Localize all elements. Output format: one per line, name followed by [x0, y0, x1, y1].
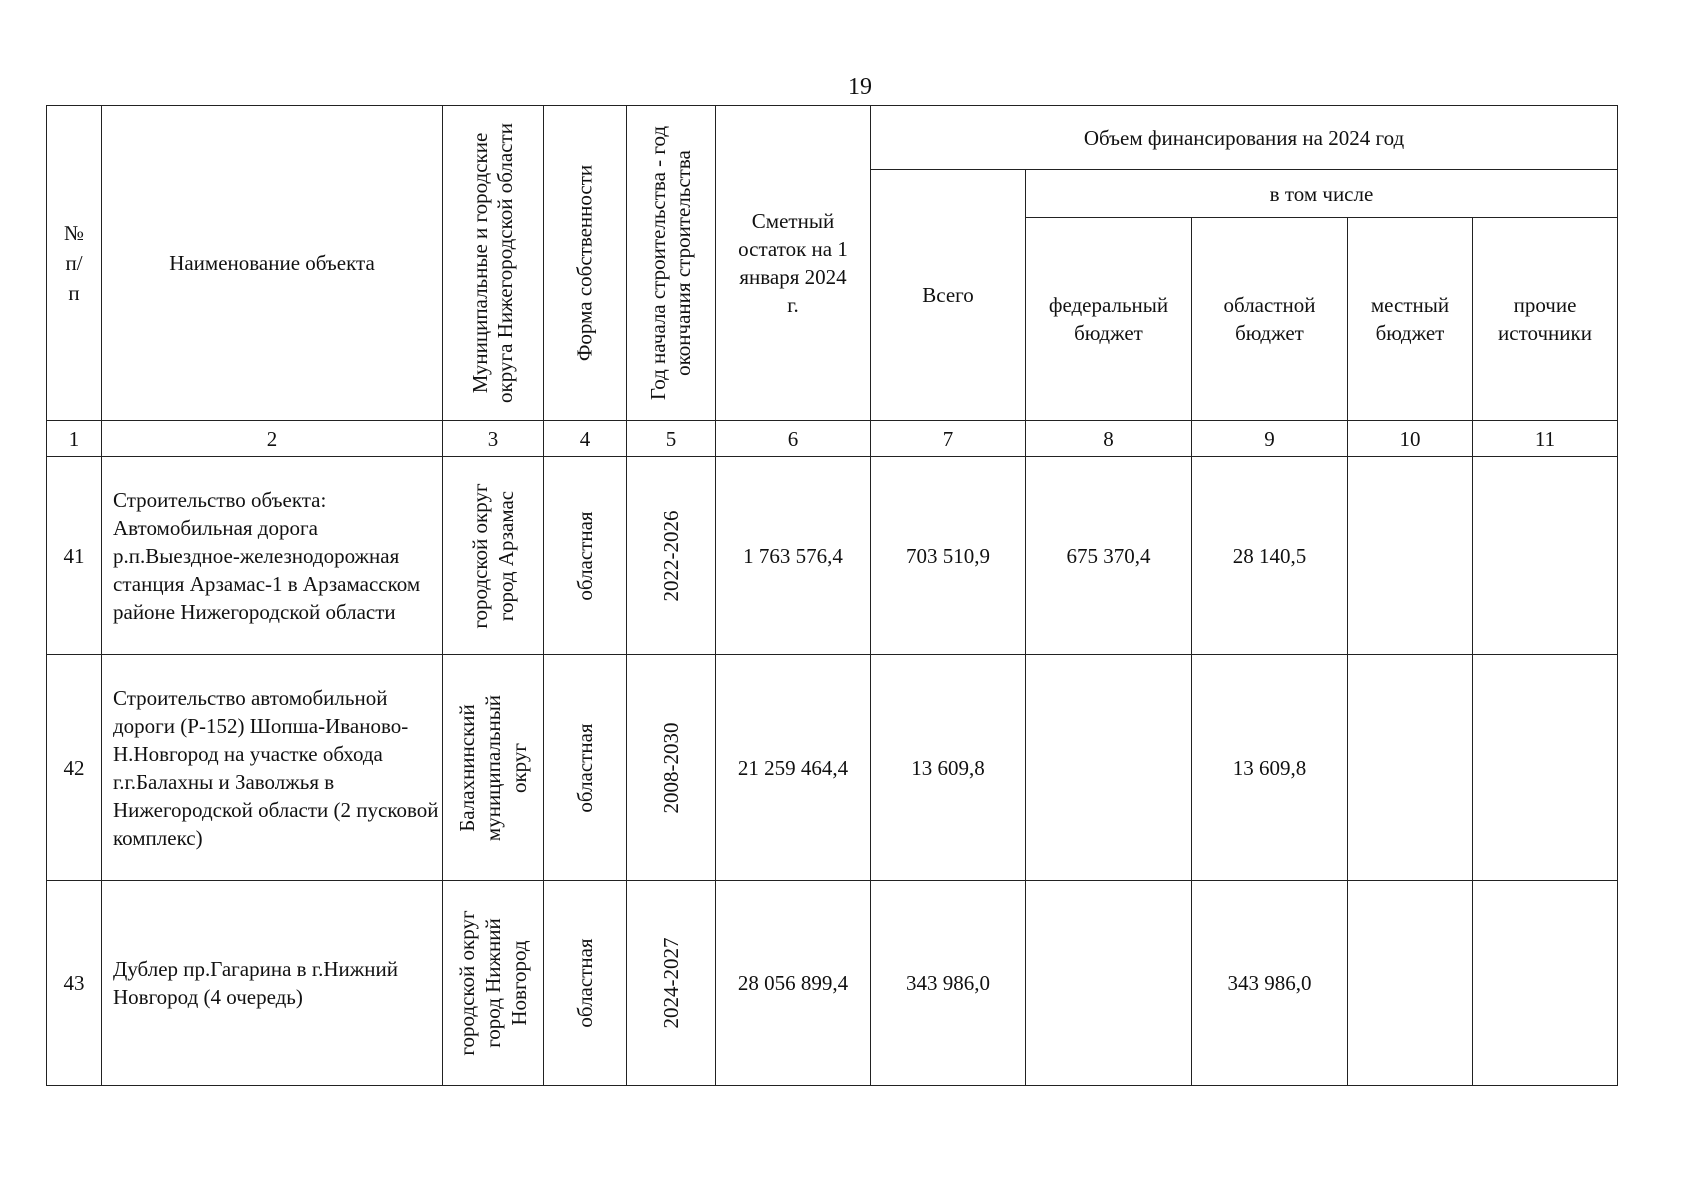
row-total: 343 986,0	[871, 881, 1026, 1086]
header-municipality: Муниципальные и городские округа Нижегородской области	[443, 106, 544, 421]
row-other	[1473, 655, 1618, 881]
header-funding-group: Объем финансирования на 2024 год	[871, 106, 1618, 170]
row-estimate: 21 259 464,4	[716, 655, 871, 881]
column-number: 9	[1192, 421, 1348, 457]
header-row-1	[47, 106, 1618, 170]
row-local	[1348, 655, 1473, 881]
row-name: Дублер пр.Гагарина в г.Нижний Новгород (4 очередь)	[102, 881, 443, 1086]
row-num: 42	[47, 655, 102, 881]
row-other	[1473, 881, 1618, 1086]
header-local: местный бюджет	[1348, 218, 1473, 421]
table-row	[47, 881, 1618, 1086]
column-number: 11	[1473, 421, 1618, 457]
column-number-row	[47, 421, 1618, 457]
column-number: 8	[1026, 421, 1192, 457]
row-years: 2008-2030	[627, 655, 716, 881]
row-federal: 675 370,4	[1026, 457, 1192, 655]
row-num: 41	[47, 457, 102, 655]
row-ownership: областная	[544, 881, 627, 1086]
row-years: 2024-2027	[627, 881, 716, 1086]
column-number: 3	[443, 421, 544, 457]
row-name: Строительство объекта: Автомобильная дорога р.п.Выездное-железнодорожная станция Арзамас-1 в Арзамасском районе Нижегородской области	[102, 457, 443, 655]
table-row	[47, 457, 1618, 655]
row-municipality: Балахнинский муниципальный округ	[443, 655, 544, 881]
row-regional: 343 986,0	[1192, 881, 1348, 1086]
row-estimate: 28 056 899,4	[716, 881, 871, 1086]
funding-table	[46, 105, 1618, 1086]
column-number: 6	[716, 421, 871, 457]
column-number: 10	[1348, 421, 1473, 457]
row-years: 2022-2026	[627, 457, 716, 655]
row-federal	[1026, 655, 1192, 881]
header-other: прочие источники	[1473, 218, 1618, 421]
row-federal	[1026, 881, 1192, 1086]
row-municipality: городской округ город Нижний Новгород	[443, 881, 544, 1086]
header-name: Наименование объекта	[102, 106, 443, 421]
column-number: 5	[627, 421, 716, 457]
page-number: 19	[848, 74, 872, 100]
header-num: № п/ п	[47, 106, 102, 421]
row-ownership: областная	[544, 457, 627, 655]
header-regional: областной бюджет	[1192, 218, 1348, 421]
row-regional: 28 140,5	[1192, 457, 1348, 655]
row-estimate: 1 763 576,4	[716, 457, 871, 655]
column-number: 4	[544, 421, 627, 457]
header-estimate: Сметный остаток на 1 января 2024 г.	[716, 106, 871, 421]
row-regional: 13 609,8	[1192, 655, 1348, 881]
row-local	[1348, 457, 1473, 655]
header-ownership: Форма собственности	[544, 106, 627, 421]
row-municipality: городской округ город Арзамас	[443, 457, 544, 655]
header-years: Год начала строительства - год окончания строительства	[627, 106, 716, 421]
column-number: 7	[871, 421, 1026, 457]
header-including: в том числе	[1026, 170, 1618, 218]
row-local	[1348, 881, 1473, 1086]
row-other	[1473, 457, 1618, 655]
column-number: 2	[102, 421, 443, 457]
table-row	[47, 655, 1618, 881]
row-total: 703 510,9	[871, 457, 1026, 655]
row-name: Строительство автомобильной дороги (Р-152) Шопша-Иваново-Н.Новгород на участке обхода г.г.Балахны и Заволжья в Нижегородской области (2 пусковой комплекс)	[102, 655, 443, 881]
row-num: 43	[47, 881, 102, 1086]
column-number: 1	[47, 421, 102, 457]
row-ownership: областная	[544, 655, 627, 881]
header-federal: федеральный бюджет	[1026, 218, 1192, 421]
header-total: Всего	[871, 170, 1026, 421]
row-total: 13 609,8	[871, 655, 1026, 881]
